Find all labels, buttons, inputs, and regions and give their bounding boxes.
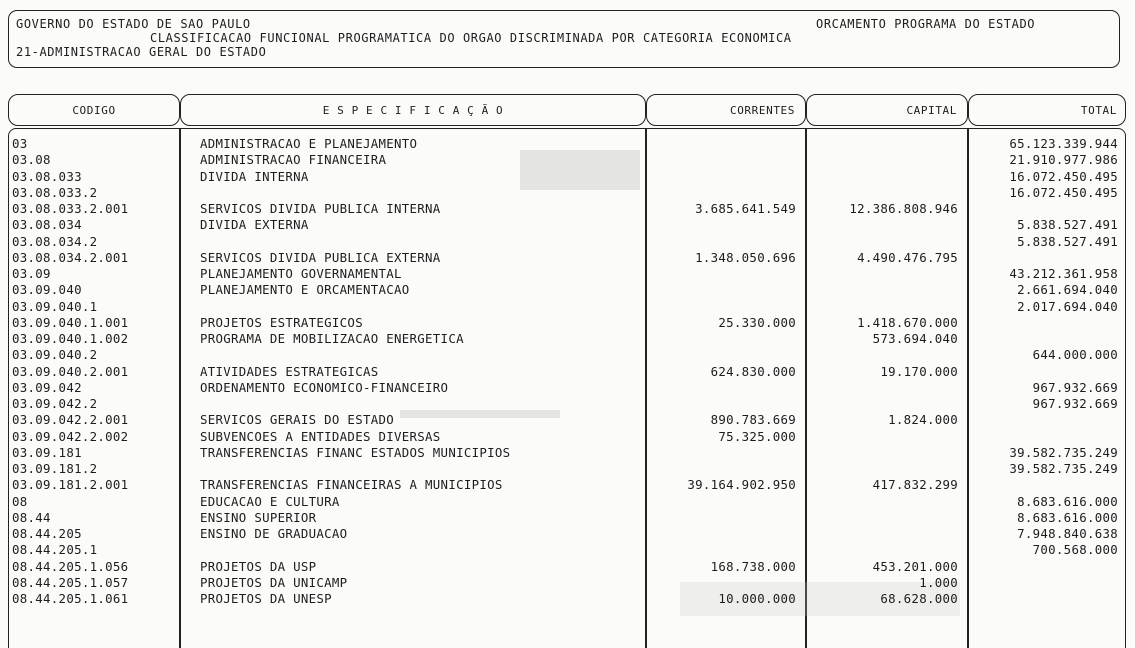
cell-capital: 1.418.670.000 (857, 314, 958, 330)
cell-codigo: 03.09.042.2 (12, 396, 98, 411)
cell-especificacao: SERVICOS DIVIDA PUBLICA EXTERNA (200, 249, 441, 265)
cell-especificacao: PLANEJAMENTO E ORCAMENTACAO (200, 282, 410, 298)
cell-especificacao: ATIVIDADES ESTRATEGICAS (200, 363, 379, 379)
cell-correntes: 890.783.669 (710, 412, 796, 428)
cell-correntes: 75.325.000 (718, 428, 796, 444)
cell-codigo: 03.08.034.2 (12, 233, 98, 249)
cell-total: 39.582.735.249 (1009, 461, 1118, 476)
cell-codigo: 08.44.205.1.057 (12, 574, 129, 590)
cell-codigo: 03.09.042 (12, 379, 82, 395)
cell-capital: 1.824.000 (888, 412, 958, 428)
cell-capital: 1.000 (919, 574, 958, 590)
cell-codigo: 03.09.181.2.001 (12, 477, 129, 493)
cell-especificacao: PROJETOS DA UNICAMP (200, 574, 348, 590)
cell-codigo: 08.44.205.1.056 (12, 558, 129, 574)
scan-smudge (400, 410, 560, 418)
cell-especificacao: ADMINISTRACAO FINANCEIRA (200, 152, 387, 168)
cell-total: 7.948.840.638 (1017, 526, 1118, 541)
cell-total: 2.661.694.040 (1017, 282, 1118, 298)
column-header-correntes (646, 94, 806, 126)
cell-codigo: 03.09 (12, 266, 51, 281)
cell-especificacao: PROJETOS DA USP (200, 558, 317, 574)
cell-codigo: 03.09.040.1.002 (12, 331, 129, 346)
cell-capital: 19.170.000 (880, 363, 958, 379)
cell-total: 39.582.735.249 (1009, 444, 1118, 460)
cell-codigo: 03.08.033.2 (12, 184, 98, 200)
cell-codigo: 08.44.205.1.061 (12, 591, 129, 606)
cell-codigo: 03 (12, 136, 28, 151)
cell-capital: 68.628.000 (880, 591, 958, 606)
cell-capital: 573.694.040 (872, 331, 958, 346)
cell-especificacao: TRANSFERENCIAS FINANC ESTADOS MUNICIPIOS (200, 444, 511, 460)
cell-total: 8.683.616.000 (1017, 493, 1118, 509)
cell-especificacao: SERVICOS DIVIDA PUBLICA INTERNA (200, 201, 441, 216)
cell-codigo: 03.09.040 (12, 282, 82, 298)
cell-especificacao: PROJETOS DA UNESP (200, 591, 332, 606)
cell-total: 967.932.669 (1032, 396, 1118, 411)
cell-especificacao: SUBVENCOES A ENTIDADES DIVERSAS (200, 428, 441, 444)
column-header-especificacao (180, 94, 646, 126)
cell-capital: 12.386.808.946 (849, 201, 958, 216)
cell-codigo: 03.08 (12, 152, 51, 168)
cell-codigo: 03.08.033 (12, 168, 82, 184)
cell-total: 5.838.527.491 (1017, 233, 1118, 249)
cell-codigo: 03.08.034 (12, 217, 82, 233)
cell-codigo: 03.09.042.2.002 (12, 428, 129, 444)
scan-smudge (520, 150, 640, 190)
cell-codigo: 03.09.040.2 (12, 347, 98, 363)
cell-total: 16.072.450.495 (1009, 184, 1118, 200)
cell-especificacao: DIVIDA EXTERNA (200, 217, 309, 233)
cell-especificacao: ENSINO DE GRADUACAO (200, 526, 348, 541)
header-budget-title: ORCAMENTO PROGRAMA DO ESTADO (816, 17, 1036, 31)
cell-especificacao: PROGRAMA DE MOBILIZACAO ENERGETICA (200, 331, 464, 346)
cell-especificacao: ENSINO SUPERIOR (200, 509, 317, 525)
cell-codigo: 03.09.181.2 (12, 461, 98, 476)
column-header-codigo-label: CODIGO (72, 104, 116, 117)
cell-codigo: 03.09.040.1 (12, 298, 98, 314)
cell-codigo: 08.44.205.1 (12, 542, 98, 558)
cell-total: 65.123.339.944 (1009, 136, 1118, 151)
cell-especificacao: ADMINISTRACAO E PLANEJAMENTO (200, 136, 418, 151)
cell-codigo: 03.09.040.1.001 (12, 314, 129, 330)
column-header-capital (806, 94, 968, 126)
cell-codigo: 03.09.040.2.001 (12, 363, 129, 379)
cell-total: 2.017.694.040 (1017, 298, 1118, 314)
column-header-correntes-label: CORRENTES (729, 104, 795, 117)
header-government: GOVERNO DO ESTADO DE SAO PAULO (16, 17, 251, 31)
cell-total: 16.072.450.495 (1009, 168, 1118, 184)
column-header-capital-label: CAPITAL (906, 104, 957, 117)
cell-correntes: 10.000.000 (718, 591, 796, 606)
cell-especificacao: TRANSFERENCIAS FINANCEIRAS A MUNICIPIOS (200, 477, 503, 493)
cell-codigo: 03.09.181 (12, 444, 82, 460)
cell-especificacao: SERVICOS GERAIS DO ESTADO (200, 412, 394, 428)
cell-correntes: 624.830.000 (710, 363, 796, 379)
column-header-codigo (8, 94, 180, 126)
cell-codigo: 03.09.042.2.001 (12, 412, 129, 428)
cell-codigo: 03.08.034.2.001 (12, 249, 129, 265)
cell-correntes: 168.738.000 (710, 558, 796, 574)
cell-total: 8.683.616.000 (1017, 509, 1118, 525)
cell-total: 967.932.669 (1032, 379, 1118, 395)
cell-total: 43.212.361.958 (1009, 266, 1118, 281)
column-header-especificacao-label: E S P E C I F I C A Ç Ã O (322, 104, 504, 117)
column-header-total-label: TOTAL (1080, 104, 1117, 117)
cell-codigo: 08.44 (12, 509, 51, 525)
cell-correntes: 3.685.641.549 (695, 201, 796, 216)
cell-codigo: 08 (12, 493, 28, 509)
cell-correntes: 25.330.000 (718, 314, 796, 330)
cell-correntes: 1.348.050.696 (695, 249, 796, 265)
cell-codigo: 03.08.033.2.001 (12, 201, 129, 216)
cell-especificacao: DIVIDA INTERNA (200, 168, 309, 184)
header-organ: 21-ADMINISTRACAO GERAL DO ESTADO (16, 45, 267, 59)
cell-capital: 453.201.000 (872, 558, 958, 574)
cell-total: 700.568.000 (1032, 542, 1118, 558)
cell-capital: 417.832.299 (872, 477, 958, 493)
cell-correntes: 39.164.902.950 (687, 477, 796, 493)
cell-codigo: 08.44.205 (12, 526, 82, 541)
header-classification: CLASSIFICACAO FUNCIONAL PROGRAMATICA DO ORGAO DISCRIMINADA POR CATEGORIA ECONOMICA (150, 31, 792, 45)
cell-total: 21.910.977.986 (1009, 152, 1118, 168)
cell-especificacao: PLANEJAMENTO GOVERNAMENTAL (200, 266, 402, 281)
cell-capital: 4.490.476.795 (857, 249, 958, 265)
cell-especificacao: PROJETOS ESTRATEGICOS (200, 314, 363, 330)
cell-total: 644.000.000 (1032, 347, 1118, 363)
cell-especificacao: EDUCACAO E CULTURA (200, 493, 340, 509)
cell-especificacao: ORDENAMENTO ECONOMICO-FINANCEIRO (200, 379, 449, 395)
cell-total: 5.838.527.491 (1017, 217, 1118, 233)
column-header-total (968, 94, 1126, 126)
